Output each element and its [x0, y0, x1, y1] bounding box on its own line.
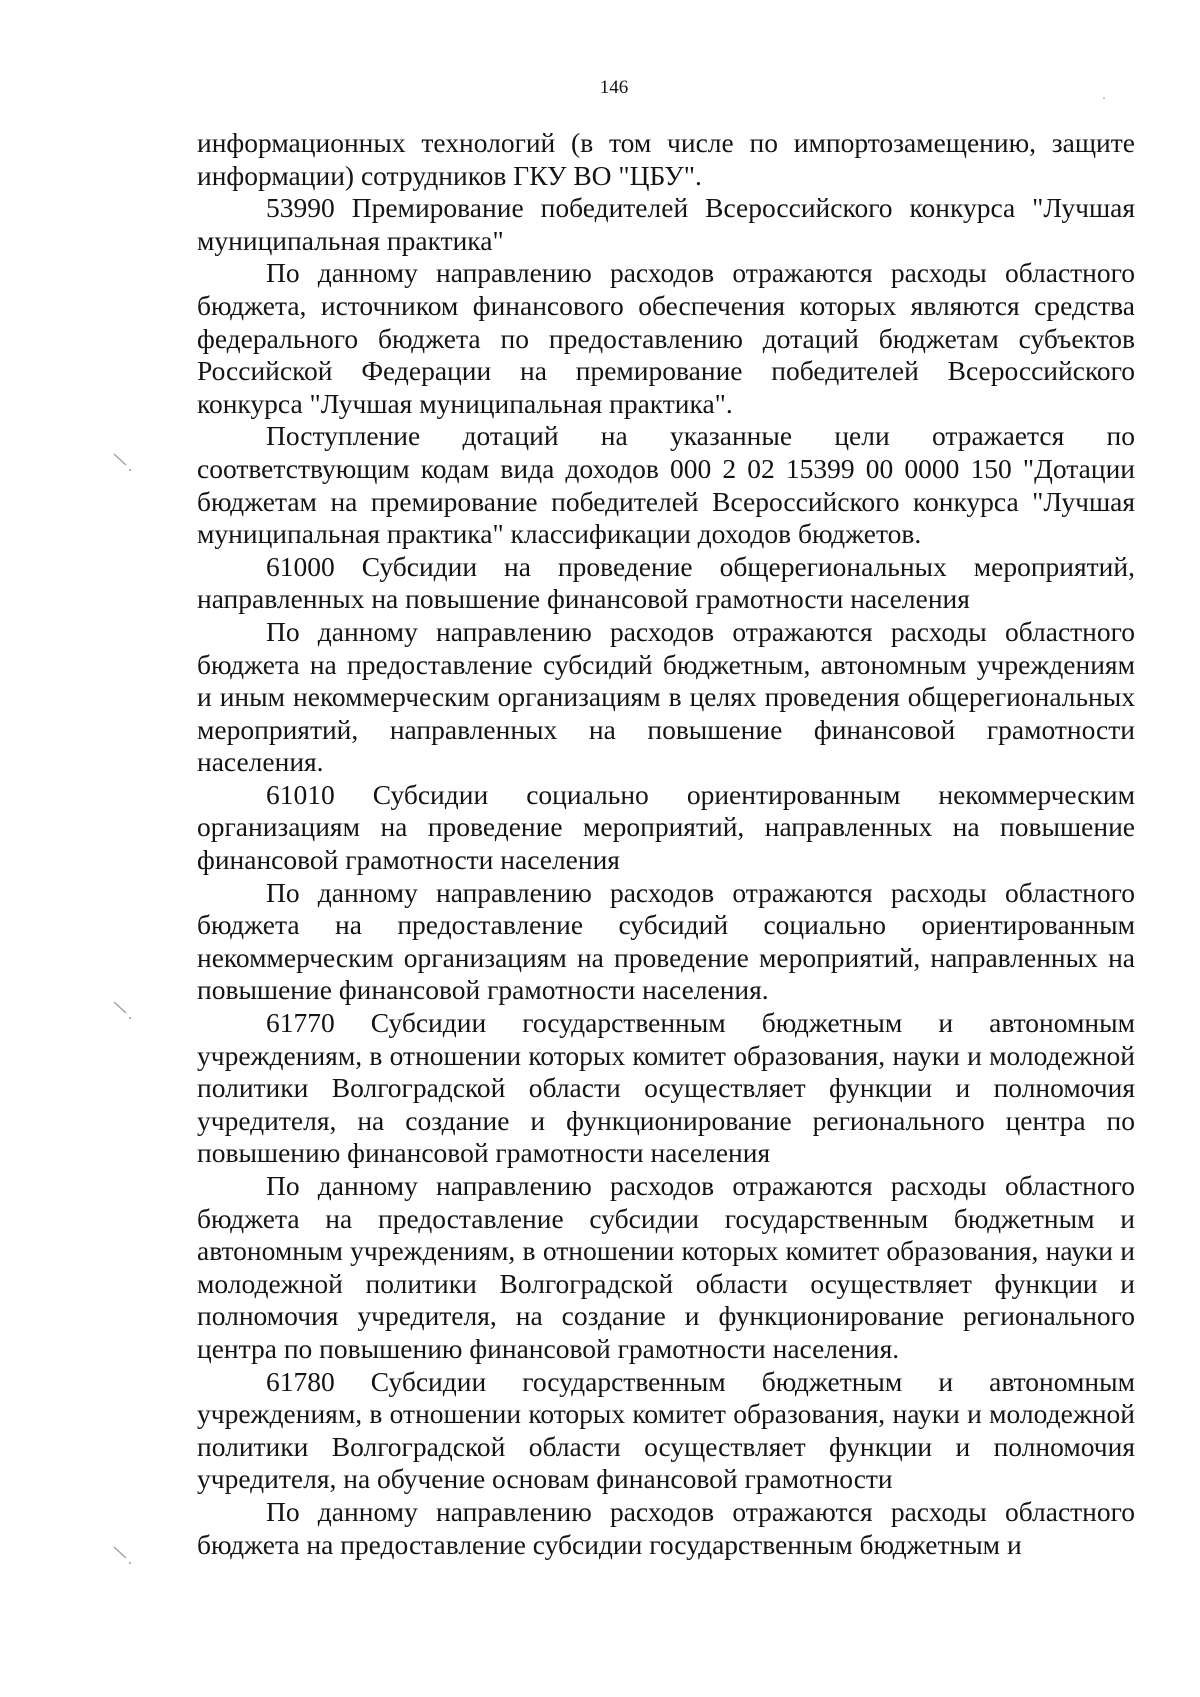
paragraph-heading-61780: 61780 Субсидии государственным бюджетным и автономным учреждениям, в отношении которых комитет образования, науки и молодежной политики Волгоградской области осуществляет функции и полномочия учредителя, на обучение основам финансовой грамотности	[197, 1365, 1135, 1495]
paragraph-revenue-codes-53990: Поступление дотаций на указанные цели отражается по соответствующим кодам вида доходов 000 2 02 15399 00 0000 150 "Дотации бюджетам на премирование победителей Всероссийского конкурса "Лучшая муниципальная практика" классификации доходов бюджетов.	[197, 420, 1135, 550]
paragraph-continuation: информационных технологий (в том числе по импортозамещению, защите информации) сотрудников ГКУ ВО "ЦБУ".	[197, 127, 1135, 191]
paragraph-description-61000: По данному направлению расходов отражаются расходы областного бюджета на предоставление субсидий бюджетным, автономным учреждениям и иным некоммерческим организациям в целях проведения общерегиональных мероприятий, направленных на повышение финансовой грамотности населения.	[197, 615, 1135, 778]
paragraph-description-61010: По данному направлению расходов отражаются расходы областного бюджета на предоставление субсидий социально ориентированным некоммерческим организациям на проведение мероприятий, направленных на повышение финансовой грамотности населения.	[197, 876, 1135, 1006]
scan-mark-icon	[112, 452, 134, 474]
document-body	[197, 127, 1135, 1561]
scan-mark-icon	[112, 1000, 134, 1022]
paragraph-description-53990: По данному направлению расходов отражаются расходы областного бюджета, источником финансового обеспечения которых являются средства федерального бюджета по предоставлению дотаций бюджетам субъектов Российской Федерации на премирование победителей Всероссийского конкурса "Лучшая муниципальная практика".	[197, 257, 1135, 419]
scan-dot-icon	[1098, 92, 1120, 114]
paragraph-heading-53990: 53990 Премирование победителей Всероссийского конкурса "Лучшая муниципальная практика"	[197, 192, 1135, 256]
paragraph-heading-61000: 61000 Субсидии на проведение общерегиональных мероприятий, направленных на повышение финансовой грамотности населения	[197, 550, 1135, 615]
page-number: 146	[599, 77, 629, 98]
paragraph-heading-61010: 61010 Субсидии социально ориентированным некоммерческим организациям на проведение мероприятий, направленных на повышение финансовой грамотности населения	[197, 778, 1135, 876]
scan-mark-icon	[112, 1545, 134, 1567]
paragraph-description-61780: По данному направлению расходов отражаются расходы областного бюджета на предоставление субсидии государственным бюджетным и	[197, 1495, 1135, 1560]
paragraph-description-61770: По данному направлению расходов отражаются расходы областного бюджета на предоставление субсидии государственным бюджетным и автономным учреждениям, в отношении которых комитет образования, науки и молодежной политики Волгоградской области осуществляет функции и полномочия учредителя, на создание и функционирование регионального центра по повышению финансовой грамотности населения.	[197, 1170, 1135, 1364]
paragraph-heading-61770: 61770 Субсидии государственным бюджетным и автономным учреждениям, в отношении которых комитет образования, науки и молодежной политики Волгоградской области осуществляет функции и полномочия учредителя, на создание и функционирование регионального центра по повышению финансовой грамотности населения	[197, 1007, 1135, 1169]
